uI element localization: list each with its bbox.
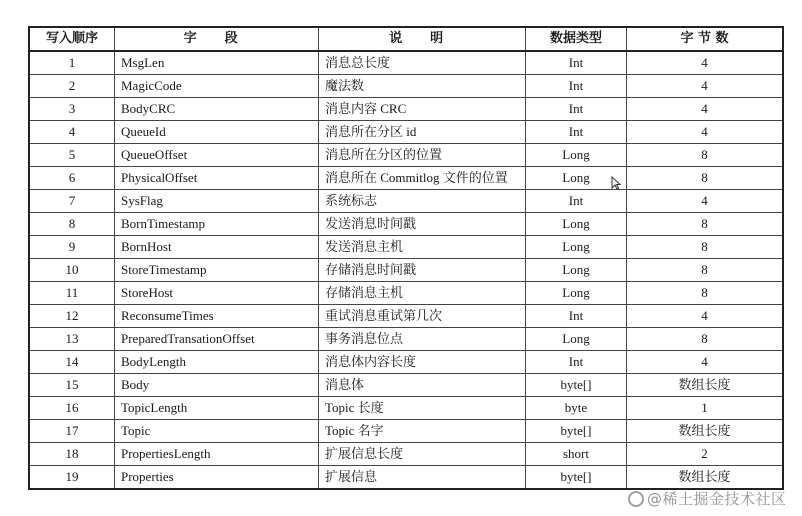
cell-desc: Topic 名字 (319, 420, 526, 443)
cell-order: 17 (29, 420, 115, 443)
cell-field: SysFlag (115, 190, 319, 213)
cell-bytes: 8 (627, 213, 784, 236)
cell-type: byte[] (526, 420, 627, 443)
cell-order: 19 (29, 466, 115, 490)
table-row (29, 420, 783, 443)
cell-order: 16 (29, 397, 115, 420)
cell-bytes: 4 (627, 305, 784, 328)
message-format-table (28, 26, 784, 490)
cell-field: MagicCode (115, 75, 319, 98)
table-row (29, 351, 783, 374)
cell-type: byte (526, 397, 627, 420)
header-desc: 说 明 (319, 27, 526, 51)
cell-desc: 消息体内容长度 (319, 351, 526, 374)
cell-desc: 消息内容 CRC (319, 98, 526, 121)
cell-desc: 重试消息重试第几次 (319, 305, 526, 328)
cell-order: 4 (29, 121, 115, 144)
cell-order: 12 (29, 305, 115, 328)
cell-order: 15 (29, 374, 115, 397)
table-row (29, 213, 783, 236)
cell-field: QueueOffset (115, 144, 319, 167)
cell-type: Int (526, 98, 627, 121)
cell-type: Long (526, 213, 627, 236)
cell-field: TopicLength (115, 397, 319, 420)
table-header (29, 27, 783, 51)
cell-bytes: 4 (627, 51, 784, 75)
watermark-text: @稀土掘金技术社区 (647, 490, 787, 508)
cell-desc: 魔法数 (319, 75, 526, 98)
cell-bytes: 4 (627, 98, 784, 121)
cell-order: 5 (29, 144, 115, 167)
cell-type: byte[] (526, 374, 627, 397)
cell-desc: 存储消息主机 (319, 282, 526, 305)
table-row (29, 305, 783, 328)
cell-bytes: 8 (627, 259, 784, 282)
cell-bytes: 4 (627, 75, 784, 98)
cell-field: PhysicalOffset (115, 167, 319, 190)
watermark (628, 488, 787, 509)
cell-field: BodyLength (115, 351, 319, 374)
table-row (29, 282, 783, 305)
table-row (29, 51, 783, 75)
cell-type: short (526, 443, 627, 466)
cell-desc: 消息所在分区的位置 (319, 144, 526, 167)
cell-type: Int (526, 190, 627, 213)
table-row (29, 75, 783, 98)
cell-type: Long (526, 282, 627, 305)
cell-desc: 事务消息位点 (319, 328, 526, 351)
table-row (29, 443, 783, 466)
cell-type: Long (526, 236, 627, 259)
cell-order: 1 (29, 51, 115, 75)
cell-field: StoreHost (115, 282, 319, 305)
cell-bytes: 1 (627, 397, 784, 420)
cell-bytes: 4 (627, 121, 784, 144)
cell-desc: Topic 长度 (319, 397, 526, 420)
cell-field: BornTimestamp (115, 213, 319, 236)
cell-field: Properties (115, 466, 319, 490)
cell-desc: 消息体 (319, 374, 526, 397)
table-row (29, 167, 783, 190)
cell-order: 2 (29, 75, 115, 98)
cell-type: Int (526, 351, 627, 374)
cell-bytes: 8 (627, 144, 784, 167)
cell-type: Int (526, 305, 627, 328)
cell-order: 7 (29, 190, 115, 213)
cell-desc: 存储消息时间戳 (319, 259, 526, 282)
cell-order: 14 (29, 351, 115, 374)
cell-type: Long (526, 328, 627, 351)
header-field: 字 段 (115, 27, 319, 51)
cell-bytes: 8 (627, 236, 784, 259)
cell-type: Long (526, 167, 627, 190)
cell-order: 10 (29, 259, 115, 282)
cell-order: 13 (29, 328, 115, 351)
cell-field: Body (115, 374, 319, 397)
cell-order: 8 (29, 213, 115, 236)
header-type: 数据类型 (526, 27, 627, 51)
table-row (29, 466, 783, 490)
cell-field: MsgLen (115, 51, 319, 75)
cell-field: ReconsumeTimes (115, 305, 319, 328)
cell-field: BodyCRC (115, 98, 319, 121)
cell-field: StoreTimestamp (115, 259, 319, 282)
table-row (29, 144, 783, 167)
cell-bytes: 2 (627, 443, 784, 466)
cell-desc: 扩展信息 (319, 466, 526, 490)
cell-desc: 消息所在 Commitlog 文件的位置 (319, 167, 526, 190)
cell-order: 18 (29, 443, 115, 466)
cell-desc: 消息总长度 (319, 51, 526, 75)
table-row (29, 190, 783, 213)
cell-type: Int (526, 121, 627, 144)
cell-bytes: 8 (627, 167, 784, 190)
cell-desc: 消息所在分区 id (319, 121, 526, 144)
header-row (29, 27, 783, 51)
header-bytes: 字 节 数 (627, 27, 784, 51)
cell-field: Topic (115, 420, 319, 443)
cell-field: PreparedTransationOffset (115, 328, 319, 351)
cell-bytes: 4 (627, 351, 784, 374)
table-row (29, 259, 783, 282)
cell-desc: 发送消息主机 (319, 236, 526, 259)
juejin-logo-icon (628, 491, 644, 507)
cell-type: byte[] (526, 466, 627, 490)
cell-order: 11 (29, 282, 115, 305)
table-row (29, 328, 783, 351)
cell-bytes: 数组长度 (627, 420, 784, 443)
cell-type: Long (526, 144, 627, 167)
mouse-pointer-icon (611, 176, 621, 190)
cell-type: Int (526, 51, 627, 75)
header-order: 写入顺序 (29, 27, 115, 51)
cell-order: 9 (29, 236, 115, 259)
cell-desc: 系统标志 (319, 190, 526, 213)
cell-desc: 扩展信息长度 (319, 443, 526, 466)
cell-bytes: 4 (627, 190, 784, 213)
table-row (29, 397, 783, 420)
table-body (29, 51, 783, 489)
table-row (29, 236, 783, 259)
cell-desc: 发送消息时间戳 (319, 213, 526, 236)
cell-type: Long (526, 259, 627, 282)
cell-type: Int (526, 75, 627, 98)
cell-field: PropertiesLength (115, 443, 319, 466)
table-row (29, 121, 783, 144)
cell-bytes: 数组长度 (627, 466, 784, 490)
cell-bytes: 8 (627, 328, 784, 351)
cell-bytes: 数组长度 (627, 374, 784, 397)
cell-order: 6 (29, 167, 115, 190)
cell-field: QueueId (115, 121, 319, 144)
cell-bytes: 8 (627, 282, 784, 305)
table-row (29, 374, 783, 397)
table-row (29, 98, 783, 121)
cell-field: BornHost (115, 236, 319, 259)
cell-order: 3 (29, 98, 115, 121)
